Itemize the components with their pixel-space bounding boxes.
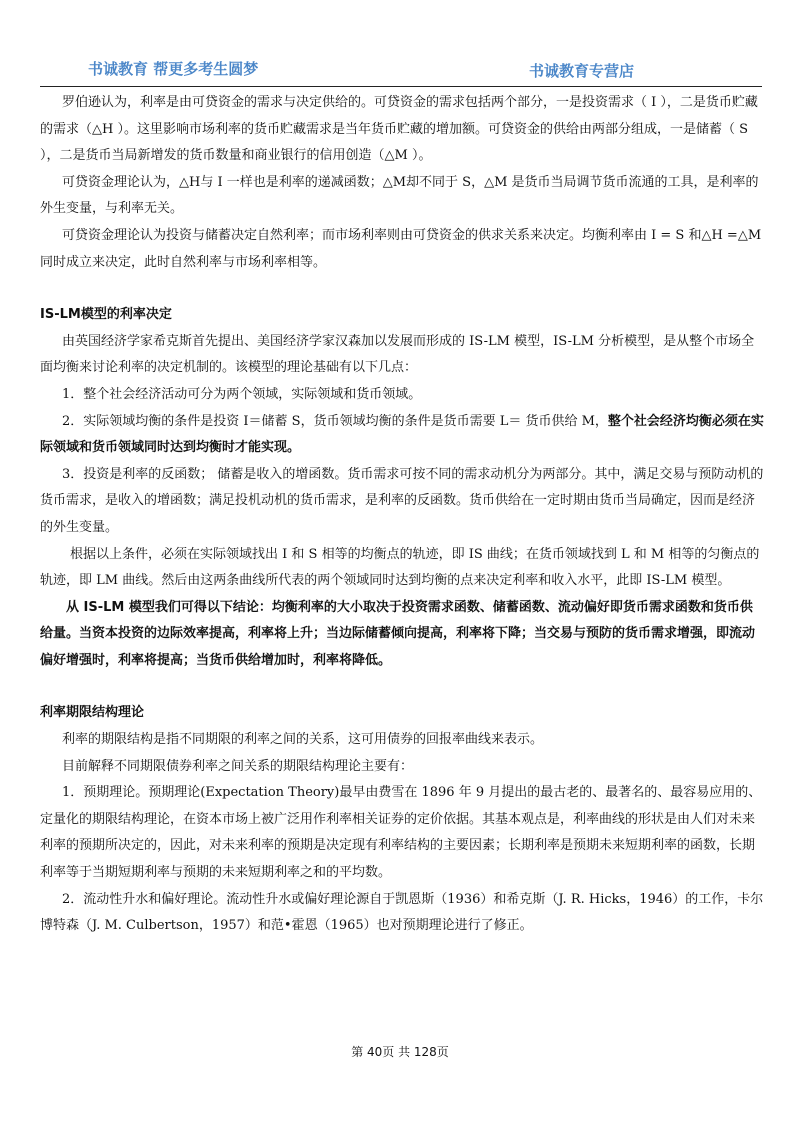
header-divider [40, 86, 762, 87]
paragraph: 可贷资金理论认为投资与储蓄决定自然利率；而市场利率则由可贷资金的供求关系来决定。均衡利率由 I = S 和△H =△M 同时成立来决定，此时自然利率与市场利率相等。 [40, 227, 762, 270]
list-item: 3．投资是利率的反函数； 储蓄是收入的增函数。货币需求可按不同的需求动机分为两部分。其中，满足交易与预防动机的货币需求，是收入的增函数；满足投机动机的货币需求，是利率的反函数。货币供给在一定时期由货币当局确定，因而是经济的外生变量。 [40, 466, 764, 535]
section-heading: IS-LM模型的利率决定 [40, 307, 172, 323]
page-number: 第 40页 共 128页 [351, 1045, 449, 1059]
paragraph: 利率的期限结构是指不同期限的利率之间的关系，这可用债券的回报率曲线来表示。 [62, 732, 544, 748]
spacer [40, 674, 764, 700]
list-item: 2．流动性升水和偏好理论。流动性升水或偏好理论源自于凯恩斯（1936）和希克斯（J. R. Hicks，1946）的工作，卡尔博特森（J. M. Culbertson，1957）和范•霍恩（1965）也对预期理论进行了修正。 [40, 891, 764, 934]
list-item [40, 409, 764, 462]
conclusion-paragraph: 从 IS-LM 模型我们可得以下结论：均衡利率的大小取决于投资需求函数、储蓄函数、流动偏好即货币需求函数和货币供给量。当资本投资的边际效率提高，利率将上升；当边际储蓄倾向提高，利率将下降；当交易与预防的货币需求增强，即流动偏好增强时，利率将提高；当货币供给增加时，利率将降低。 [40, 599, 756, 668]
list-item: 1．整个社会经济活动可分为两个领域，实际领域和货币领域。 [62, 386, 422, 402]
section-heading: 利率期限结构理论 [40, 705, 145, 721]
paragraph: 可贷资金理论认为，△H与 I 一样也是利率的递减函数；△M却不同于 S，△M 是货币当局调节货币流通的工具，是利率的外生变量，与利率无关。 [40, 174, 759, 217]
list-item-emphasis: 整个社会经济均衡必须在实际领域和货币领域同时达到均衡时才能实现。 [40, 413, 764, 456]
paragraph: 由英国经济学家希克斯首先提出、美国经济学家汉森加以发展而形成的 IS-LM 模型，IS-LM 分析模型，是从整个市场全面均衡来讨论利率的决定机制的。该模型的理论基础有以下几点： [40, 333, 755, 376]
paragraph: 目前解释不同期限债券利率之间关系的期限结构理论主要有： [62, 758, 414, 774]
paragraph: 罗伯逊认为，利率是由可贷资金的需求与决定供给的。可贷资金的需求包括两个部分，一是投资需求（ I ），二是货币贮藏的需求（△H ）。这里影响市场利率的货币贮藏需求是当年货币贮藏的增加额。可贷资金的供给由两部分组成，一是储蓄（ S ），二是货币当局新增发的货币数量和商业银行的信用创造（△M ）。 [40, 95, 758, 164]
header-store-name: 书诚教育专营店 [529, 62, 635, 80]
document-body [40, 90, 764, 940]
header-brand-slogan: 书诚教育 帮更多考生圆梦 [88, 60, 259, 78]
page-header [0, 56, 800, 86]
list-item: 1．预期理论。预期理论(Expectation Theory)最早由费雪在 1896 年 9 月提出的最古老的、最著名的、最容易应用的、定量化的期限结构理论，在资本市场上被广泛用作利率相关证券的定价依据。其基本观点是，利率曲线的形状是由人们对未来利率的预期所决定的，因此，对未来利率的预期是决定现有利率结构的主要因素；长期利率是预期未来短期利率的函数，长期利率等于当期短期利率与预期的未来短期利率之和的平均数。 [40, 785, 762, 881]
spacer [40, 276, 764, 302]
list-item-text: 2．实际领域均衡的条件是投资 I＝储蓄 S，货币领域均衡的条件是货币需要 L＝ 货币供给 M， [62, 413, 608, 429]
paragraph: 根据以上条件，必须在实际领域找出 I 和 S 相等的均衡点的轨迹，即 IS 曲线；在货币领域找到 L 和 M 相等的匀衡点的轨迹，即 LM 曲线。然后由这两条曲线所代表的两个领域同时达到均衡的点来决定利率和收入水平，此即 IS-LM 模型。 [40, 546, 760, 589]
